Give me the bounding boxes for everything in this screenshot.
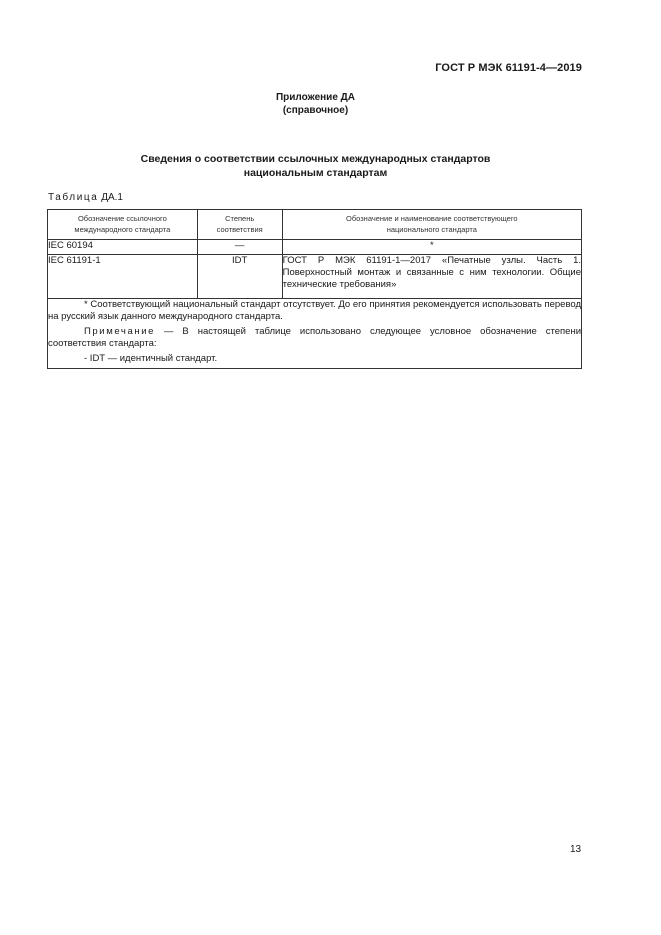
appendix-title: Приложение ДА	[275, 92, 356, 103]
section-title-line2: национальным стандартам	[243, 167, 388, 179]
header-national-standard	[282, 210, 581, 240]
header-national-line1: Обозначение и наименование соответствующего	[346, 214, 518, 223]
footnote: * Соответствующий национальный стандарт отсутствует. До его принятия рекомендуется использовать перевод на русский язык данного международного стандарта.	[48, 299, 581, 322]
cell-degree: IDT	[197, 255, 282, 299]
note-text: — В настоящей таблице использовано следующее условное обозначение степени соответствия стандарта:	[48, 326, 581, 349]
header-national-line2: национального стандарта	[386, 224, 477, 234]
page-number: 13	[570, 844, 582, 855]
header-ref-standard	[48, 210, 198, 240]
appendix-subtitle: (справочное)	[282, 105, 349, 116]
note-item: - IDT — идентичный стандарт.	[84, 353, 218, 364]
header-degree	[197, 210, 282, 240]
section-title-line1: Сведения о соответствии ссылочных международных стандартов	[140, 153, 491, 165]
table-header-row	[48, 210, 582, 240]
header-degree-line2: соответствия	[216, 224, 263, 234]
table-row	[48, 255, 582, 299]
cell-national: *	[282, 240, 581, 255]
table-row	[48, 240, 582, 255]
table-footnotes	[48, 299, 582, 369]
table-footer-row	[48, 299, 582, 369]
appendix-heading	[0, 91, 631, 117]
cell-degree: —	[197, 240, 282, 255]
header-ref-line2: международного стандарта	[74, 224, 171, 234]
header-ref-line1: Обозначение ссылочного	[77, 214, 167, 223]
cell-ref: IEC 60194	[48, 240, 198, 255]
note-label: Примечание	[84, 326, 155, 337]
header-degree-line1: Степень	[225, 214, 255, 223]
table-caption-number: ДА.1	[101, 192, 123, 203]
cell-ref: IEC 61191-1	[48, 255, 198, 299]
table-caption-word: Таблица	[48, 192, 99, 203]
table-caption	[48, 192, 123, 204]
section-title	[0, 152, 631, 180]
cell-national: ГОСТ Р МЭК 61191-1—2017 «Печатные узлы. Часть 1. Поверхностный монтаж и связанные с ним технологии. Общие технические требования»	[282, 255, 581, 299]
correspondence-table	[47, 209, 582, 369]
document-code: ГОСТ Р МЭК 61191-4—2019	[435, 62, 582, 74]
table-note	[48, 326, 581, 350]
